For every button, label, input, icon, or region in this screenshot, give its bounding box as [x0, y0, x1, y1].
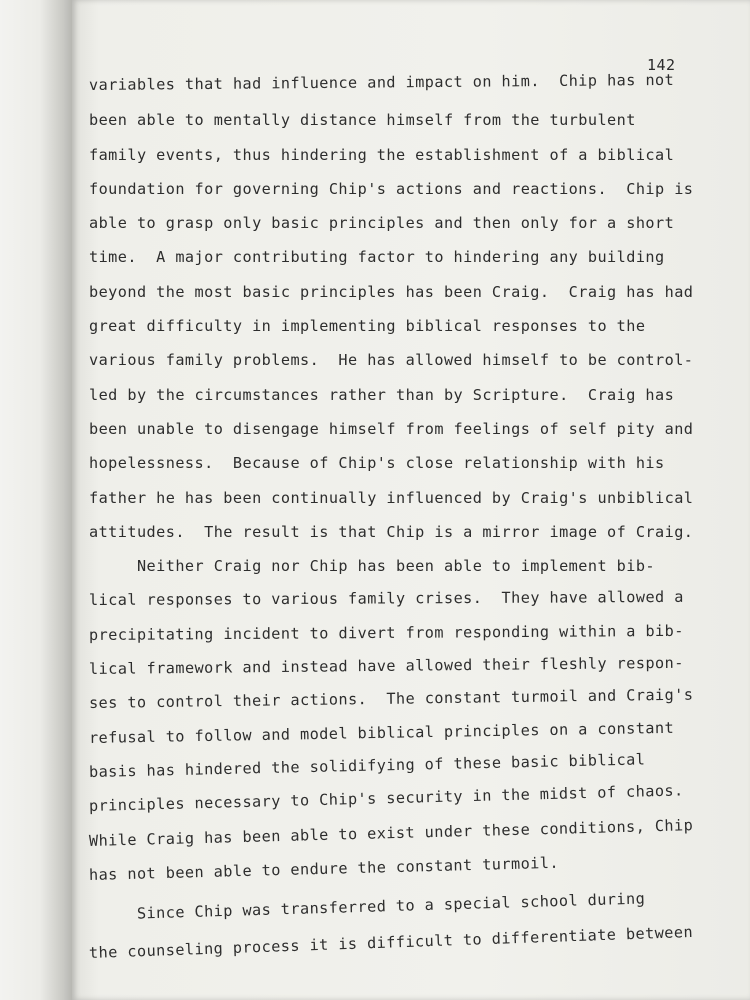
text-line: father he has been continually influenced by Craig's unbiblical [89, 488, 694, 507]
text-line: ses to control their actions. The constant turmoil and Craig's [88, 685, 694, 713]
text-line: lical framework and instead have allowed their fleshly respon- [88, 653, 684, 679]
text-line: the counseling process it is difficult to differentiate between [88, 923, 694, 963]
text-line: precipitating incident to divert from responding within a bib- [88, 621, 684, 644]
text-line: lical responses to various family crises. They have allowed a [88, 588, 684, 610]
text-line: great difficulty in implementing biblical responses to the [89, 317, 646, 336]
text-line: principles necessary to Chip's security in the midst of chaos. [88, 781, 684, 816]
book-spine-shadow [0, 0, 72, 1000]
body-text [89, 69, 729, 961]
text-line: various family problems. He has allowed himself to be control- [89, 351, 694, 370]
text-line: refusal to follow and model biblical principles on a constant [88, 718, 675, 747]
text-line: been able to mentally distance himself from the turbulent [89, 111, 636, 130]
text-line: hopelessness. Because of Chip's close relationship with his [89, 454, 665, 473]
text-line: While Craig has been able to exist under these conditions, Chip [88, 815, 694, 850]
text-line: led by the circumstances rather than by Scripture. Craig has [89, 385, 675, 404]
text-line: foundation for governing Chip's actions and reactions. Chip is [89, 179, 694, 198]
paragraph-start-line: Since Chip was transferred to a special school during [88, 889, 646, 925]
text-line: attitudes. The result is that Chip is a mirror image of Craig. [89, 522, 694, 541]
text-line: family events, thus hindering the establishment of a biblical [89, 145, 675, 164]
text-line: has not been able to endure the constant turmoil. [88, 853, 560, 884]
paragraph-start-line: Neither Craig nor Chip has been able to implement bib- [89, 557, 656, 576]
text-line: able to grasp only basic principles and then only for a short [89, 214, 675, 233]
text-line: time. A major contributing factor to hindering any building [89, 248, 665, 267]
page-number: 142 [647, 56, 676, 74]
text-line: beyond the most basic principles has been Craig. Craig has had [89, 282, 694, 301]
text-line: variables that had influence and impact on him. Chip has not [88, 70, 675, 94]
text-line: been unable to disengage himself from feelings of self pity and [89, 419, 694, 438]
text-line: basis has hindered the solidifying of these basic biblical [88, 750, 646, 781]
